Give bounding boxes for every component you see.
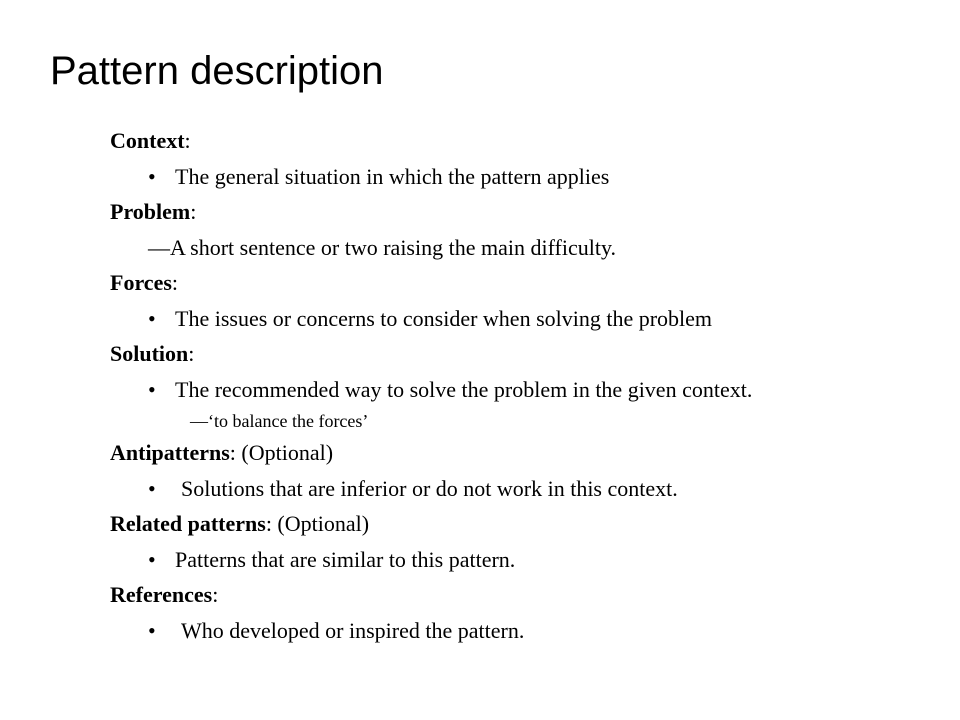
section-suffix: : (Optional) <box>229 440 334 465</box>
item-text: Solutions that are inferior or do not work in this context. <box>181 475 678 501</box>
section-label: Forces <box>110 270 172 295</box>
section-heading-antipatterns <box>110 435 950 471</box>
section-label: Antipatterns <box>110 440 230 465</box>
section-heading-context <box>110 123 950 159</box>
bullet-marker: • <box>148 546 156 572</box>
section-label: Problem <box>110 199 191 224</box>
antipatterns-item <box>110 471 950 507</box>
bullet-marker: • <box>148 475 156 501</box>
related-patterns-item <box>110 542 950 578</box>
bullet-marker: • <box>148 376 156 402</box>
bullet-marker: • <box>148 305 156 331</box>
section-suffix: : <box>190 199 197 224</box>
section-heading-related-patterns <box>110 506 950 542</box>
section-label: Related patterns <box>110 511 266 536</box>
section-label: Solution <box>110 341 189 366</box>
solution-item <box>110 372 950 408</box>
item-text: —‘to balance the forces’ <box>190 411 369 431</box>
section-suffix: : <box>212 582 219 607</box>
section-heading-problem <box>110 194 950 230</box>
section-suffix: : <box>184 128 191 153</box>
item-text: The recommended way to solve the problem in the given context. <box>175 376 753 402</box>
references-item <box>110 613 950 649</box>
section-heading-forces <box>110 265 950 301</box>
item-text: The general situation in which the pattern applies <box>175 163 610 189</box>
section-heading-references <box>110 577 950 613</box>
section-heading-solution <box>110 336 950 372</box>
context-item <box>110 159 950 195</box>
bullet-marker: • <box>148 163 156 189</box>
slide-title: Pattern description <box>50 49 384 93</box>
bullet-marker: • <box>148 617 156 643</box>
section-suffix: : <box>171 270 179 295</box>
section-suffix: : <box>188 341 195 366</box>
pattern-outline <box>110 123 950 648</box>
solution-subitem <box>110 407 950 435</box>
problem-item <box>110 230 950 266</box>
forces-item <box>110 301 950 337</box>
item-text: Who developed or inspired the pattern. <box>181 617 525 643</box>
item-text: —A short sentence or two raising the main difficulty. <box>148 234 617 260</box>
section-suffix: : (Optional) <box>265 511 370 536</box>
section-label: References <box>110 582 213 607</box>
item-text: The issues or concerns to consider when solving the problem <box>175 305 713 331</box>
item-text: Patterns that are similar to this pattern. <box>175 546 516 572</box>
section-label: Context <box>110 128 185 153</box>
